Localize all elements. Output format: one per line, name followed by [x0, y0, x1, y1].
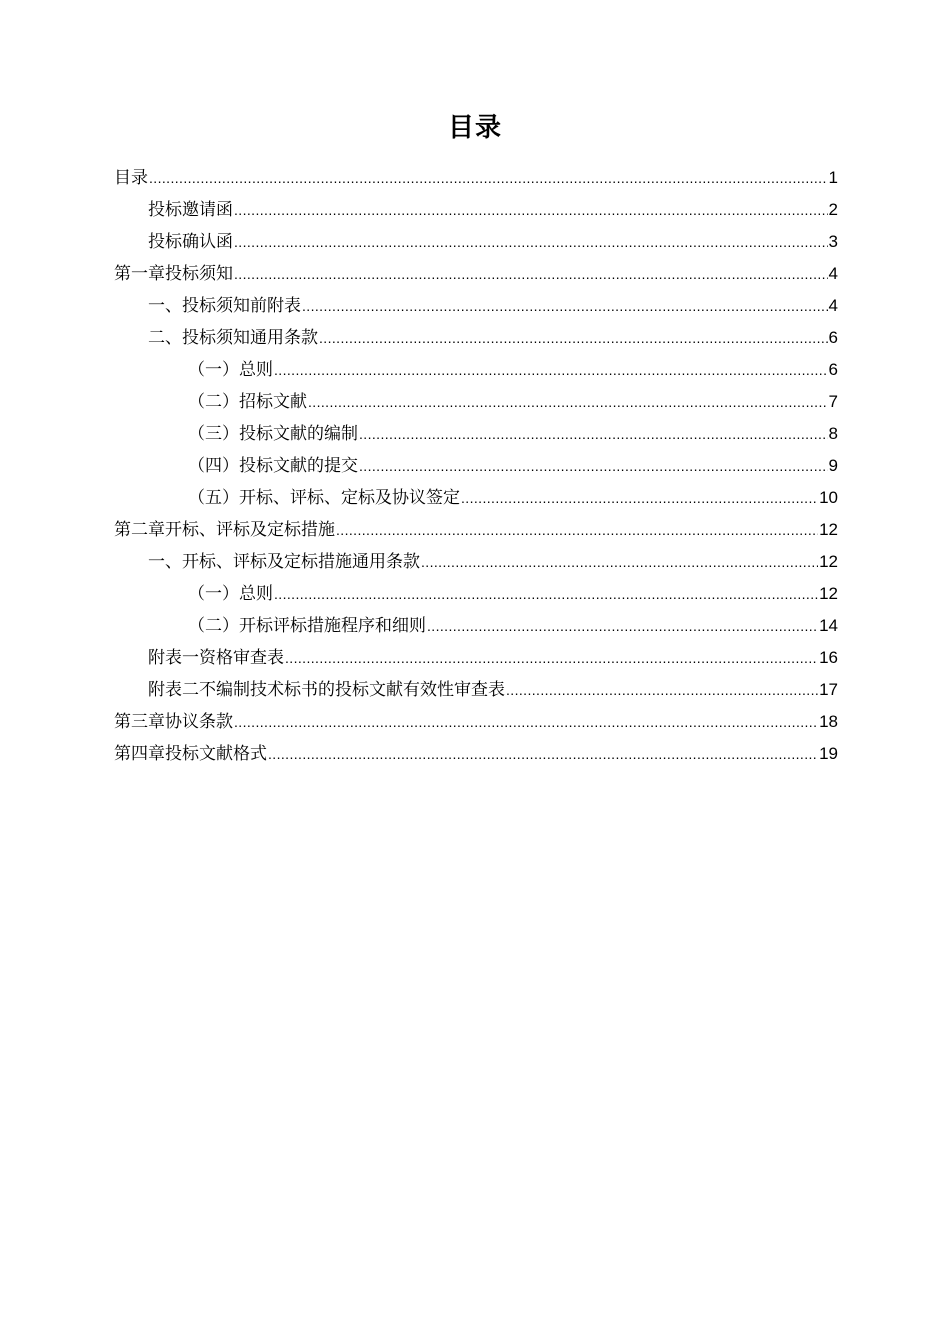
toc-entry-label: 附表二不编制技术标书的投标文献有效性审查表: [148, 680, 505, 700]
toc-dot-leader: [274, 354, 828, 386]
toc-entry-label: 第四章投标文献格式: [114, 744, 267, 764]
toc-page-number: 12: [819, 584, 838, 603]
toc-entry[interactable]: [114, 738, 838, 770]
toc-page-number: 3: [828, 232, 838, 251]
toc-page-number: 19: [819, 744, 838, 763]
toc-page-number: 6: [828, 328, 838, 347]
toc-entry[interactable]: [114, 386, 838, 418]
toc-entry[interactable]: [114, 546, 838, 578]
toc-entry-label: 附表一资格审查表: [148, 648, 284, 668]
toc-entry-label: （三）投标文献的编制: [188, 424, 358, 444]
toc-dot-leader: [268, 738, 818, 770]
toc-entry[interactable]: [114, 290, 838, 322]
toc-page-number: 18: [819, 712, 838, 731]
toc-dot-leader: [234, 258, 828, 290]
toc-entry[interactable]: [114, 482, 838, 514]
toc-dot-leader: [149, 162, 828, 194]
toc-page-number: 1: [828, 168, 838, 187]
toc-dot-leader: [319, 322, 828, 354]
toc-page-number: 2: [828, 200, 838, 219]
toc-dot-leader: [506, 674, 818, 706]
toc-entry-label: 一、开标、评标及定标措施通用条款: [148, 552, 420, 572]
toc-entry[interactable]: [114, 674, 838, 706]
toc-dot-leader: [274, 578, 818, 610]
toc-entry[interactable]: [114, 226, 838, 258]
toc-page-number: 6: [828, 360, 838, 379]
toc-entry-label: 二、投标须知通用条款: [148, 328, 318, 348]
toc-page-number: 10: [819, 488, 838, 507]
toc-page-number: 12: [819, 520, 838, 539]
table-of-contents: [114, 162, 838, 770]
toc-entry-label: 投标确认函: [148, 232, 233, 252]
page-title: 目录: [447, 113, 502, 143]
toc-entry[interactable]: [114, 610, 838, 642]
toc-entry-label: 目录: [114, 168, 148, 188]
toc-dot-leader: [302, 290, 828, 322]
toc-dot-leader: [359, 450, 828, 482]
toc-dot-leader: [285, 642, 818, 674]
toc-entry-label: （一）总则: [188, 360, 273, 380]
toc-entry[interactable]: [114, 514, 838, 546]
toc-page-number: 7: [828, 392, 838, 411]
toc-page-number: 9: [828, 456, 838, 475]
toc-page-number: 12: [819, 552, 838, 571]
toc-dot-leader: [427, 610, 818, 642]
toc-entry-label: （四）投标文献的提交: [188, 456, 358, 476]
toc-entry-label: （一）总则: [188, 584, 273, 604]
toc-dot-leader: [359, 418, 828, 450]
toc-entry-label: （二）招标文献: [188, 392, 307, 412]
toc-entry-label: 第二章开标、评标及定标措施: [114, 520, 335, 540]
toc-entry[interactable]: [114, 706, 838, 738]
toc-entry-label: （二）开标评标措施程序和细则: [188, 616, 426, 636]
toc-entry[interactable]: [114, 258, 838, 290]
toc-page-number: 14: [819, 616, 838, 635]
toc-dot-leader: [234, 226, 828, 258]
toc-page-number: 8: [828, 424, 838, 443]
toc-dot-leader: [308, 386, 828, 418]
toc-entry-label: 一、投标须知前附表: [148, 296, 301, 316]
toc-entry[interactable]: [114, 194, 838, 226]
toc-dot-leader: [234, 194, 828, 226]
toc-entry[interactable]: [114, 578, 838, 610]
toc-entry-label: 第一章投标须知: [114, 264, 233, 284]
toc-page-number: 4: [828, 264, 838, 283]
toc-entry-label: 投标邀请函: [148, 200, 233, 220]
toc-entry[interactable]: [114, 642, 838, 674]
toc-dot-leader: [421, 546, 818, 578]
toc-entry-label: 第三章协议条款: [114, 712, 233, 732]
toc-entry[interactable]: [114, 162, 838, 194]
toc-entry[interactable]: [114, 322, 838, 354]
toc-entry-label: （五）开标、评标、定标及协议签定: [188, 488, 460, 508]
toc-page-number: 17: [819, 680, 838, 699]
toc-entry[interactable]: [114, 450, 838, 482]
toc-dot-leader: [461, 482, 818, 514]
toc-dot-leader: [336, 514, 818, 546]
toc-dot-leader: [234, 706, 818, 738]
toc-page-number: 4: [828, 296, 838, 315]
toc-entry[interactable]: [114, 354, 838, 386]
toc-page-number: 16: [819, 648, 838, 667]
toc-entry[interactable]: [114, 418, 838, 450]
